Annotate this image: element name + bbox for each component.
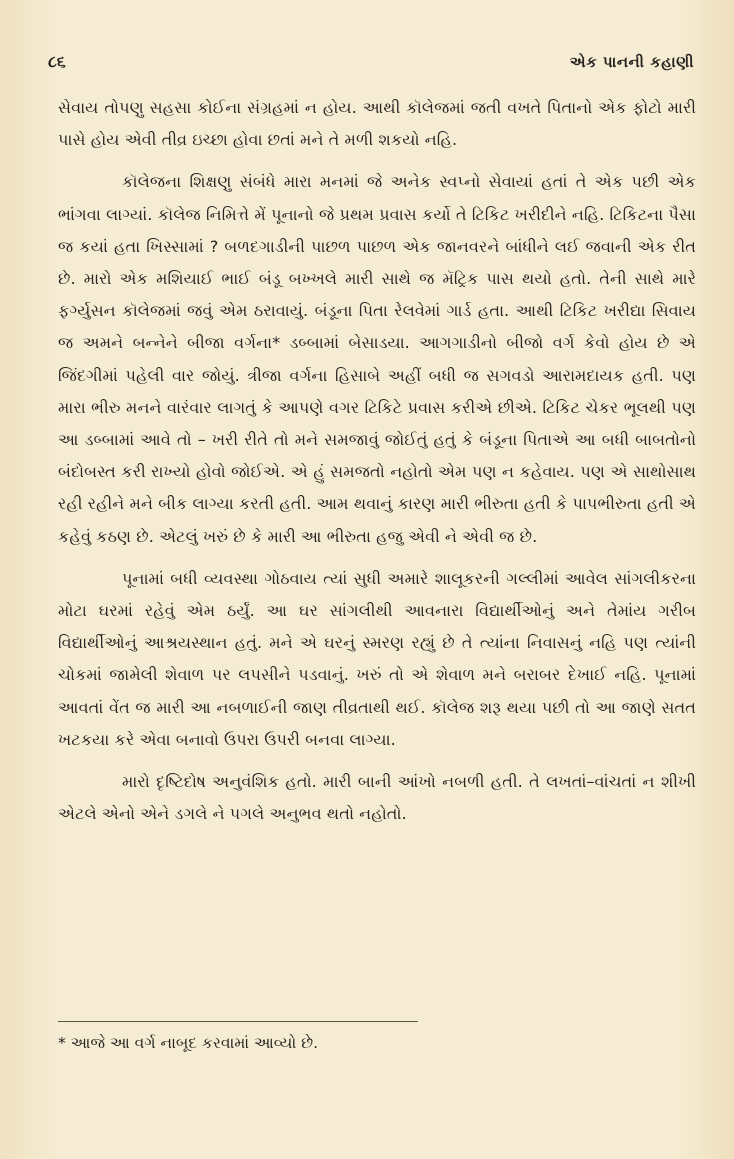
paragraph-continued: સેવાય તોપણુ સહસા કોઈના સંગ્રહમાં ન હોય. આથી કૉલેજમાં જતી વખતે પિતાનો એક ફોટો મારી પાસે હોય એવી તીવ્ર ઇચ્છા હોવા છતાં મને તે મળી શકયો નહિ. bbox=[58, 98, 696, 150]
footnote: * આજે આ વર્ગ નાબૂદ કરવામાં આવ્યો છે. bbox=[58, 1034, 319, 1052]
page-number: ૮૬ bbox=[48, 52, 66, 71]
running-head: એક પાનની કહાણી bbox=[569, 53, 694, 71]
paragraph-pune-house: પૂનામાં બધી વ્યવસ્થા ગોઠવાય ત્યાં સુધી અમારે શાલૂકરની ગલ્લીમાં આવેલ સાંગલીકરના મોટા ઘરમાં રહેવું એમ ઠર્યું. આ ઘર સાંગલીથી આવનારા વિદ્યાર્થીઓનું અને તેમાંય ગરીબ વિદ્યાર્થીઓનું આશ્રયસ્થાન હતું. મને એ ઘરનું સ્મરણ રહ્યું છે તે ત્યાંના નિવાસનું નહિ પણ ત્યાંની ચોકમાં જામેલી શેવાળ પર લપસીને પડવાનું. ખરું તો એ શેવાળ મને બરાબર દેખાઈ નહિ. પૂનામાં આવતાં વેંત જ મારી આ નબળાઈની જાણ તીવ્રતાથી થઈ. કૉલેજ શરૂ થયા પછી તો આ જાણે સતત ખટકયા કરે એવા બનાવો ઉપરા ઉપરી બનવા લાગ્યા. bbox=[58, 568, 697, 749]
paragraph-eyesight: મારો દૃષ્ટિદોષ અનુવંશિક હતો. મારી બાની આંખો નબળી હતી. તે લખતાં–વાંચતાં ન શીખી એટલે એનો એને ડગલે ને પગલે અનુભવ થતો નહોતો. bbox=[58, 772, 696, 824]
footnote-divider bbox=[58, 1021, 418, 1022]
page-header bbox=[48, 52, 694, 72]
paragraph-college-journey: કૉલેજના શિક્ષણુ સંબંધે મારા મનમાં જે અનેક સ્વપ્નો સેવાયાં હતાં તે એક પછી એક ભાંગવા લાગ્યાં. કૉલેજ નિમિત્તે મેં પૂનાનો જે પ્રથમ પ્રવાસ કર્યો તે ટિકિટ ખરીદીને નહિ. ટિકિટના પૈસા જ કયાં હતા ખિસ્સામાં ? બળદગાડીની પાછળ પાછળ એક જાનવરને બાંધીને લઈ જવાની એક રીત છે. મારો એક મશિયાઈ ભાઈ બંડૂ બખ્ખલે મારી સાથે જ મૅટ્રિક પાસ થયો હતો. તેની સાથે મારે ફર્ગ્યુસન કૉલેજમાં જવું એમ ઠરાવાયું. બંડૂના પિતા રેલવેમાં ગાર્ડ હતા. આથી ટિકિટ ખરીદ્યા સિવાય જ અમને બન્નેને બીજા વર્ગના* ડબ્બામાં બેસાડયા. આગગાડીનો બીજો વર્ગ કેવો હોય છે એ જિંદગીમાં પહેલી વાર જોયું. ત્રીજા વર્ગના હિસાબે અહીં બધી જ સગવડો આરામદાયક હતી. પણ મારા ભીરુ મનને વારંવાર લાગતું કે આપણે વગર ટિકિટે પ્રવાસ કરીએ છીએ. ટિકિટ ચેકર ભૂલથી પણ આ ડબ્બામાં આવે તો – ખરી રીતે તો મને સમજાવું જોઈતું હતું કે બંડૂના પિતાએ આ બધી બાબતોનો બંદોબસ્ત કરી રાખ્યો હોવો જોઈએ. એ હું સમજતો નહોતો એમ પણ ન કહેવાય. પણ એ સાથોસાથ રહી રહીને મને બીક લાગ્યા કરતી હતી. આમ થવાનું કારણ મારી ભીરુતા હતી કે પાપભીરુતા હતી એ કહેવું કઠણ છે. એટલું ખરું છે કે મારી આ ભીરુતા હજુ એવી ને એવી જ છે. bbox=[58, 172, 696, 546]
body-text bbox=[58, 92, 696, 840]
